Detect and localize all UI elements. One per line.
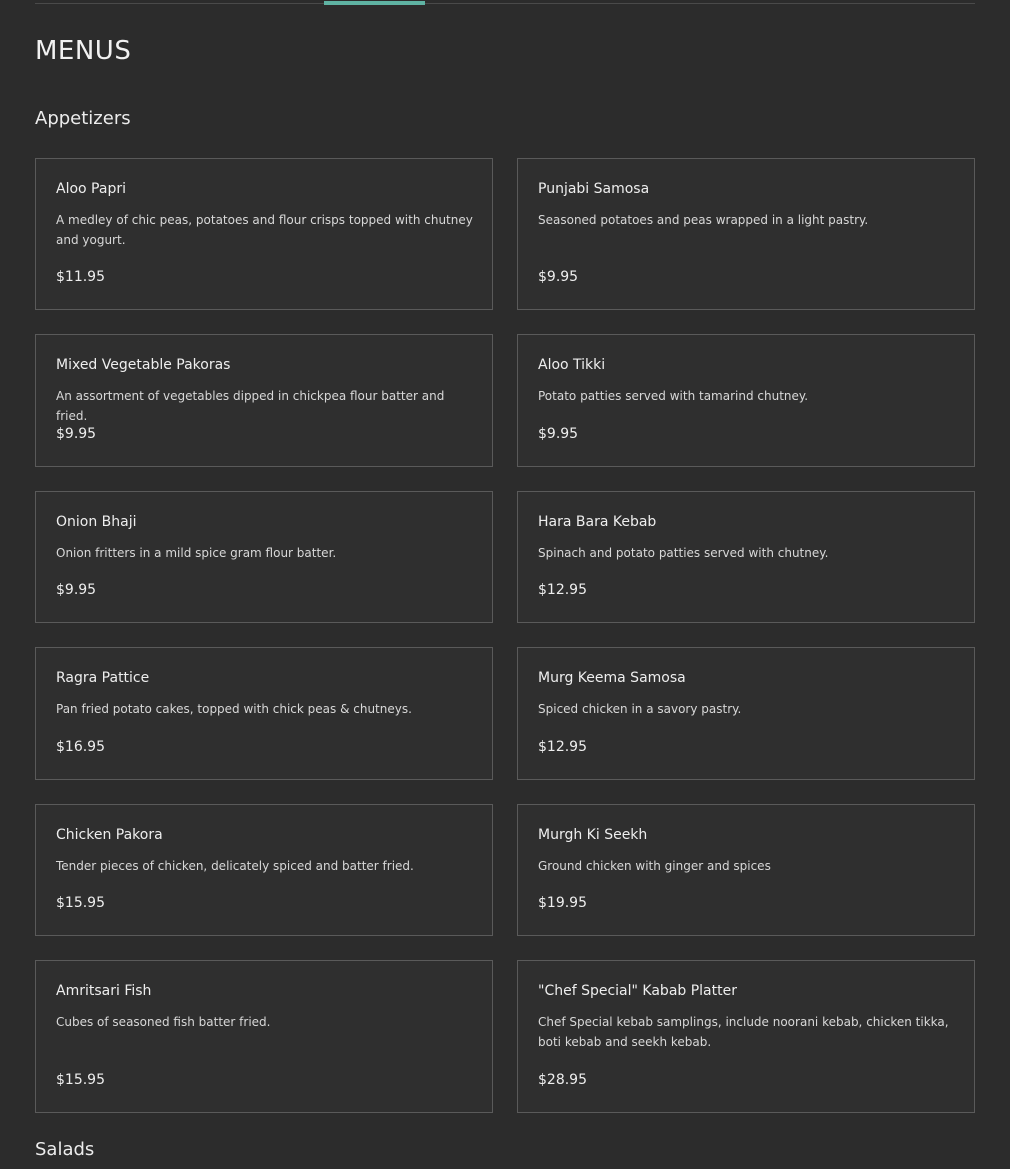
menu-item-name: "Chef Special" Kabab Platter (538, 983, 737, 999)
menu-item-name: Murg Keema Samosa (538, 670, 686, 686)
menu-item-name: Hara Bara Kebab (538, 514, 657, 530)
menu-item-card (35, 960, 493, 1113)
active-tab-indicator (324, 1, 425, 5)
menu-item-name: Ragra Pattice (56, 670, 150, 686)
menu-item-card (517, 334, 975, 467)
menu-item-price: $11.95 (56, 269, 105, 285)
menu-item-name: Aloo Papri (56, 181, 126, 197)
menu-item-card (35, 804, 493, 936)
menu-item-description: An assortment of vegetables dipped in chickpea flour batter and fried. (56, 389, 445, 423)
menu-item-description: Onion fritters in a mild spice gram flour batter. (56, 546, 337, 560)
menu-item-price: $9.95 (538, 269, 579, 285)
menu-item-price: $15.95 (56, 895, 105, 911)
menu-item-card (35, 158, 493, 310)
menu-item-card (517, 804, 975, 936)
menu-item-price: $9.95 (56, 426, 97, 442)
menu-item-name: Murgh Ki Seekh (538, 827, 648, 843)
menu-item-description: Ground chicken with ginger and spices (538, 859, 771, 873)
menu-item-description: Seasoned potatoes and peas wrapped in a light pastry. (538, 213, 869, 227)
tab-bar (35, 0, 975, 5)
menu-item-description: Cubes of seasoned fish batter fried. (56, 1015, 271, 1029)
menu-item-name: Mixed Vegetable Pakoras (56, 357, 231, 373)
menu-item-card (517, 158, 975, 310)
menu-item-description: Pan fried potato cakes, topped with chick peas & chutneys. (56, 702, 412, 716)
tab-bar-divider (35, 3, 975, 4)
menu-item-price: $19.95 (538, 895, 587, 911)
menu-item-card (35, 334, 493, 467)
page-title: MENUS (35, 36, 132, 66)
menu-item-name: Chicken Pakora (56, 827, 163, 843)
menu-item-price: $28.95 (538, 1072, 587, 1088)
menu-item-description: A medley of chic peas, potatoes and flour crisps topped with chutney and yogurt. (56, 213, 473, 247)
menu-item-card (517, 647, 975, 780)
section-title-salads: Salads (35, 1139, 95, 1160)
menu-item-card (517, 960, 975, 1113)
menu-item-description: Spinach and potato patties served with chutney. (538, 546, 829, 560)
menu-item-name: Aloo Tikki (538, 357, 606, 373)
menu-item-price: $9.95 (538, 426, 579, 442)
menu-item-description: Tender pieces of chicken, delicately spiced and batter fried. (56, 859, 414, 873)
menu-item-price: $15.95 (56, 1072, 105, 1088)
menu-item-price: $12.95 (538, 582, 587, 598)
menu-item-price: $16.95 (56, 739, 105, 755)
menu-item-description: Potato patties served with tamarind chutney. (538, 389, 809, 403)
menu-item-name: Amritsari Fish (56, 983, 152, 999)
section-title-appetizers: Appetizers (35, 108, 131, 129)
menu-item-name: Punjabi Samosa (538, 181, 650, 197)
menu-item-card (35, 491, 493, 623)
menu-item-price: $12.95 (538, 739, 587, 755)
menu-item-name: Onion Bhaji (56, 514, 137, 530)
menu-item-description: Spiced chicken in a savory pastry. (538, 702, 742, 716)
menu-item-price: $9.95 (56, 582, 97, 598)
menu-item-description: Chef Special kebab samplings, include noorani kebab, chicken tikka, boti kebab and seekh kebab. (538, 1015, 949, 1049)
menu-item-card (35, 647, 493, 780)
menu-item-card (517, 491, 975, 623)
